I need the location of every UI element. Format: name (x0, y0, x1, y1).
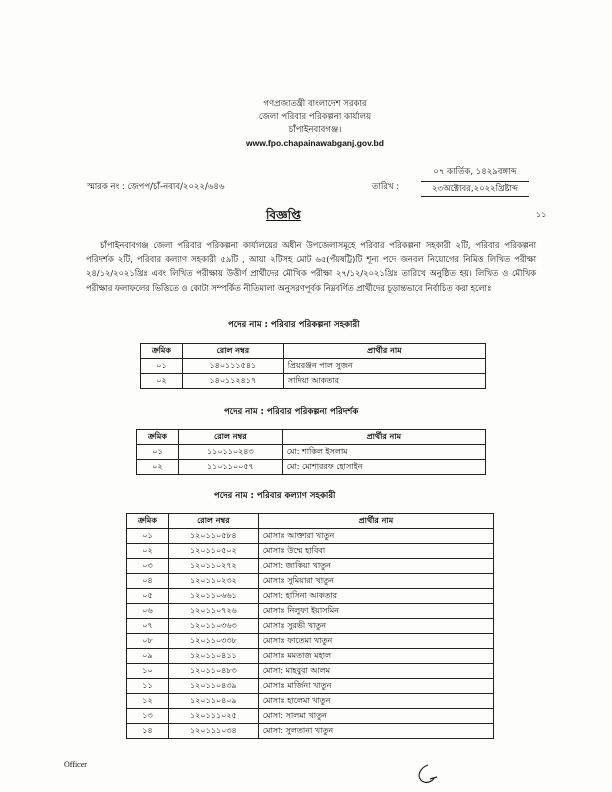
table-row (127, 634, 494, 649)
date-bangla: ০৭ কার্তিক, ১৪২৯বঙ্গাব্দ (421, 166, 529, 182)
table-row (127, 604, 494, 619)
cell-roll: ১২০১১০৪০৯ (168, 694, 258, 709)
cell-serial: ১২ (127, 694, 169, 709)
cell-roll: ১২০১১০৪৮৩ (168, 664, 258, 679)
section-1-title: পদের নাম : পরিবার পরিকল্পনা সহকারী (228, 320, 360, 330)
table-row (137, 460, 486, 475)
cell-serial: ১০ (127, 664, 169, 679)
cell-name: মোসা: মাহবুবা আলম (258, 664, 493, 679)
cell-serial: ০২ (137, 460, 179, 475)
col-name: প্রার্থীর নাম (282, 430, 485, 445)
cell-serial: ১৩ (127, 709, 169, 724)
table-section-3 (126, 513, 494, 739)
table-row (127, 649, 494, 664)
cell-name: মোসাঃ মমতাজ মহাল (258, 649, 493, 664)
col-serial: ক্রমিক (127, 514, 169, 529)
cell-roll: ১২০১১০২৩২ (168, 574, 258, 589)
letterhead (200, 98, 430, 150)
table-row (127, 724, 494, 739)
col-roll: রোল নম্বর (178, 430, 282, 445)
cell-name: মোসাঃ ফাতেমা খাতুন (258, 634, 493, 649)
section-2-title: পদের নাম : পরিবার পরিকল্পনা পরিদর্শক (224, 407, 359, 417)
cell-roll: ১২০১১০৫০২ (168, 544, 258, 559)
cell-serial: ০৮ (127, 634, 169, 649)
col-roll: রোল নম্বর (168, 514, 258, 529)
cell-serial: ০১ (127, 529, 169, 544)
cell-name: মো: শাকিল ইসলাম (282, 445, 485, 460)
col-name: প্রার্থীর নাম (283, 344, 485, 359)
cell-roll: ১১০১১০২৪৩ (178, 445, 282, 460)
cell-name: মোসাঃ সুরভী খাতুন (258, 619, 493, 634)
memo-number: স্মারক নং : জেপপ/চাঁ-নবাব/২০২২/৬৪৬ (87, 182, 225, 192)
cell-name: মোসা: সালমা খাতুন (258, 709, 493, 724)
cell-serial: ১৪ (127, 724, 169, 739)
table-row (137, 445, 486, 460)
cell-name: প্রিয়রঞ্জন পাল সুজন (283, 359, 485, 374)
cell-name: মোসাঃ আক্তারা খাতুন (258, 529, 493, 544)
cell-name: মোসাঃ সুমিয়ারা খাতুন (258, 574, 493, 589)
section-3-title: পদের নাম : পরিবার কল্যাণ সহকারী (214, 491, 336, 501)
date-english: ২৩অক্টোবর,২০২২খ্রিষ্টাব্দ (421, 182, 529, 197)
table-section-1 (140, 343, 486, 389)
cell-roll: ১২০১১০৪৩৯ (168, 679, 258, 694)
table-row (127, 544, 494, 559)
cell-name: মোসা: সুলতানা খাতুন (258, 724, 493, 739)
cell-serial: ০৩ (127, 559, 169, 574)
cell-name: মোসাঃ হালেমা খাতুন (258, 694, 493, 709)
cell-roll: ১২০১১০৬৬১ (168, 589, 258, 604)
cell-serial: ০২ (127, 544, 169, 559)
cell-serial: ০৯ (127, 649, 169, 664)
cell-roll: ১২০১১০৭২৬ (168, 604, 258, 619)
cell-roll: ১২০১১০৪১১ (168, 649, 258, 664)
side-mark: ১১ (536, 210, 547, 219)
date-box (421, 166, 529, 197)
header-line-1: গণপ্রজাতন্ত্রী বাংলাদেশ সরকার (263, 99, 367, 109)
cell-serial: ০৭ (127, 619, 169, 634)
cell-roll: ১২০১১০৫৮৪ (168, 529, 258, 544)
header-line-3: চাঁপাইনবাবগঞ্জ। (288, 125, 342, 135)
cell-roll: ১২০১১১০২৫ (168, 709, 258, 724)
notice-body: চাঁপাইনবাবগঞ্জ জেলা পরিবার পরিকল্পনা কার্যালয়ের অধীন উপজেলাসমূহে পরিবার পরিকল্পনা সহকারী ২টি, পরিবার পরিকল্পনা পরিদর্শক ২টি, পরিবার কল্যাণ সহকারী ৫৯টি , আয়া ২টিসহ মোট ৬৫(পঁয়ষট্টি)টি শূন্য পদে জনবল নিয়োগের নিমিত্ত লিখিত পরীক্ষা ২৪/১২/২০২১খ্রিঃ এবং লিখিত পরীক্ষায় উত্তীর্ণ প্রার্থীদের মৌখিক পরীক্ষা ২৭/১২/২০২১খ্রিঃ তারিখে অনুষ্ঠিত হয়। লিখিত ও মৌখিক পরীক্ষার ফলাফলের ভিত্তিতে ও কোটা সম্পর্কিত নীতিমালা অনুসরণপূর্বক নিম্নবর্ণিত প্রার্থীদের চূড়ান্তভাবে নির্বাচিত করা হলোঃ (86, 240, 536, 293)
cell-serial: ০৫ (127, 589, 169, 604)
cell-name: মোসাঃ নিলুফা ইয়াসমিন (258, 604, 493, 619)
table-row (127, 664, 494, 679)
cell-roll: ১২০১১০২৭২ (168, 559, 258, 574)
cell-name: মোসাঃ মার্জিনা খাতুন (258, 679, 493, 694)
table-header-row (137, 430, 486, 445)
col-serial: ক্রমিক (137, 430, 179, 445)
cell-roll: ১২০১১০৩৩৮ (168, 634, 258, 649)
table-row (127, 589, 494, 604)
footer-officer: Officer (64, 760, 87, 769)
cell-serial: ০২ (141, 374, 183, 389)
cell-name: মোসা: হাসিনা আকতার (258, 589, 493, 604)
signature-mark (410, 762, 440, 786)
table-row (127, 559, 494, 574)
table-section-2 (136, 429, 486, 475)
cell-serial: ১১ (127, 679, 169, 694)
header-line-2: জেলা পরিবার পরিকল্পনা কার্যালয় (258, 112, 372, 122)
cell-roll: ১৪০১১২৪১৭ (182, 374, 283, 389)
cell-serial: ০৬ (127, 604, 169, 619)
table-row (127, 679, 494, 694)
cell-roll: ১৪০১১১৫৪১ (182, 359, 283, 374)
table-row (141, 359, 486, 374)
table-header-row (127, 514, 494, 529)
table-row (141, 374, 486, 389)
cell-roll: ১২০১১১০৩৪ (168, 724, 258, 739)
cell-name: মো: মোশাররফ হোসাইন (282, 460, 485, 475)
cell-serial: ০১ (141, 359, 183, 374)
cell-name: সাদিয়া আকতার (283, 374, 485, 389)
date-label: তারিখ : (372, 182, 400, 192)
cell-name: মোসাঃ উম্মে হাবিবা (258, 544, 493, 559)
table-row (127, 709, 494, 724)
table-header-row (141, 344, 486, 359)
cell-serial: ০১ (137, 445, 179, 460)
table-row (127, 619, 494, 634)
col-name: প্রার্থীর নাম (258, 514, 493, 529)
col-roll: রোল নম্বর (182, 344, 283, 359)
table-row (127, 574, 494, 589)
table-row (127, 694, 494, 709)
table-row (127, 529, 494, 544)
notice-title: বিজ্ঞপ্তি (266, 208, 301, 222)
cell-roll: ১১০১১০০৫৭ (178, 460, 282, 475)
header-website: www.fpo.chapainawabganj.gov.bd (246, 138, 384, 148)
cell-serial: ০৪ (127, 574, 169, 589)
cell-roll: ১২০১১০৩৬৩ (168, 619, 258, 634)
col-serial: ক্রমিক (141, 344, 183, 359)
cell-name: মোসা: জাকিয়া খাতুন (258, 559, 493, 574)
